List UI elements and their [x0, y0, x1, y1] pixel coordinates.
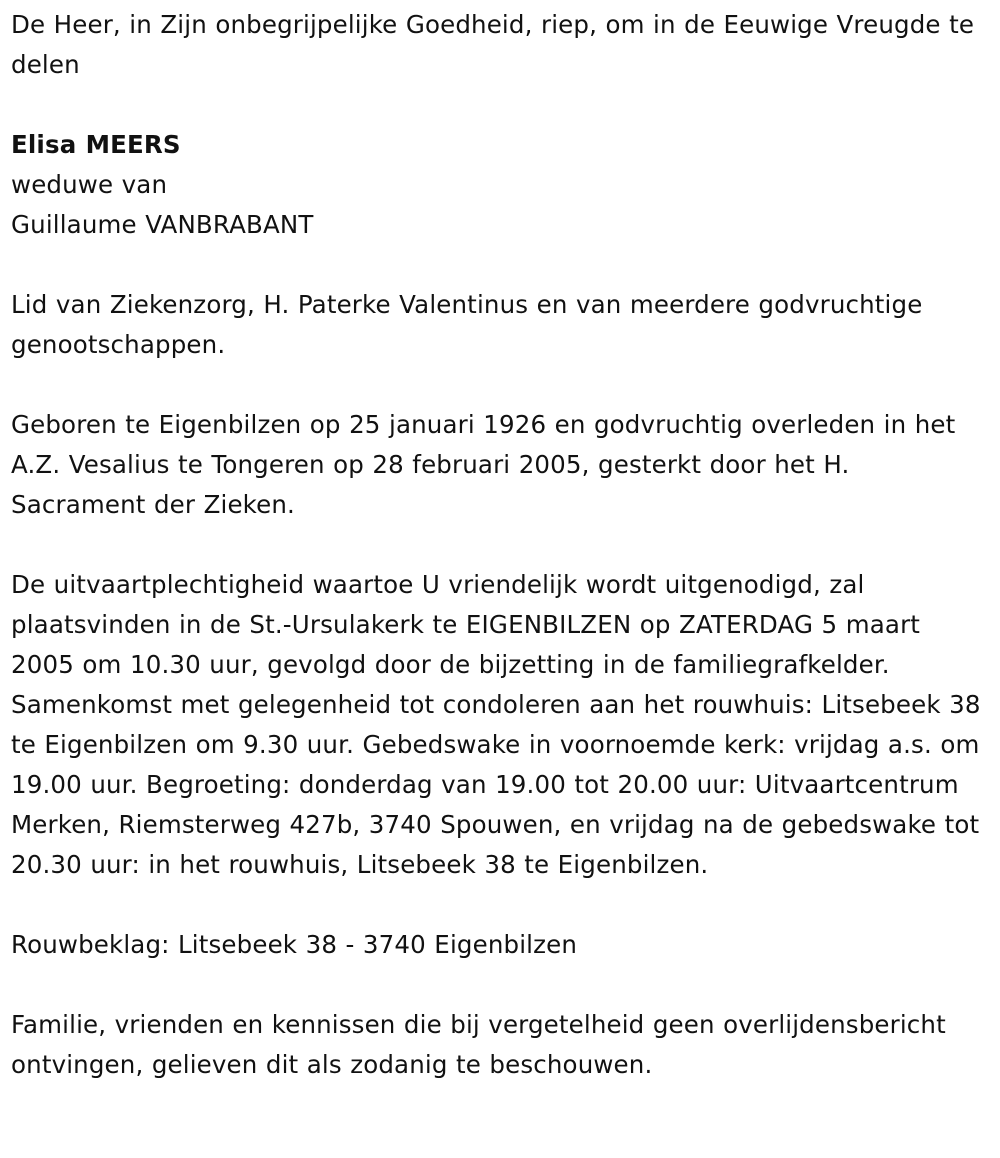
spouse-name: Guillaume VANBRABANT	[11, 210, 314, 239]
membership-text: Lid van Ziekenzorg, H. Paterke Valentinus en van meerdere godvruchtige genootschappen.	[11, 290, 923, 359]
intro-text: De Heer, in Zijn onbegrijpelijke Goedheid, riep, om in de Eeuwige Vreugde te delen	[11, 10, 975, 79]
mourning-address-text: Rouwbeklag: Litsebeek 38 - 3740 Eigenbilzen	[11, 930, 578, 959]
birth-death-text: Geboren te Eigenbilzen op 25 januari 1926 en godvruchtig overleden in het A.Z. Vesalius te Tongeren op 28 februari 2005, gesterkt door het H. Sacrament der Zieken.	[11, 410, 956, 519]
relation-text: weduwe van	[11, 170, 168, 199]
closing-text: Familie, vrienden en kennissen die bij vergetelheid geen overlijdensbericht ontvingen, gelieven dit als zodanig te beschouwen.	[11, 1010, 946, 1079]
deceased-name: Elisa MEERS	[11, 130, 181, 159]
funeral-details-text: De uitvaartplechtigheid waartoe U vriendelijk wordt uitgenodigd, zal plaatsvinden in de St.-Ursulakerk te EIGENBILZEN op ZATERDAG 5 maart 2005 om 10.30 uur, gevolgd door de bijzetting in de familiegrafkelder. Samenkomst met gelegenheid tot condoleren aan het rouwhuis: Litsebeek 38 te Eigenbilzen om 9.30 uur. Gebedswake in voornoemde kerk: vrijdag a.s. om 19.00 uur. Begroeting: donderdag van 19.00 tot 20.00 uur: Uitvaartcentrum Merken, Riemsterweg 427b, 3740 Spouwen, en vrijdag na de gebedswake tot 20.30 uur: in het rouwhuis, Litsebeek 38 te Eigenbilzen.	[11, 570, 981, 879]
